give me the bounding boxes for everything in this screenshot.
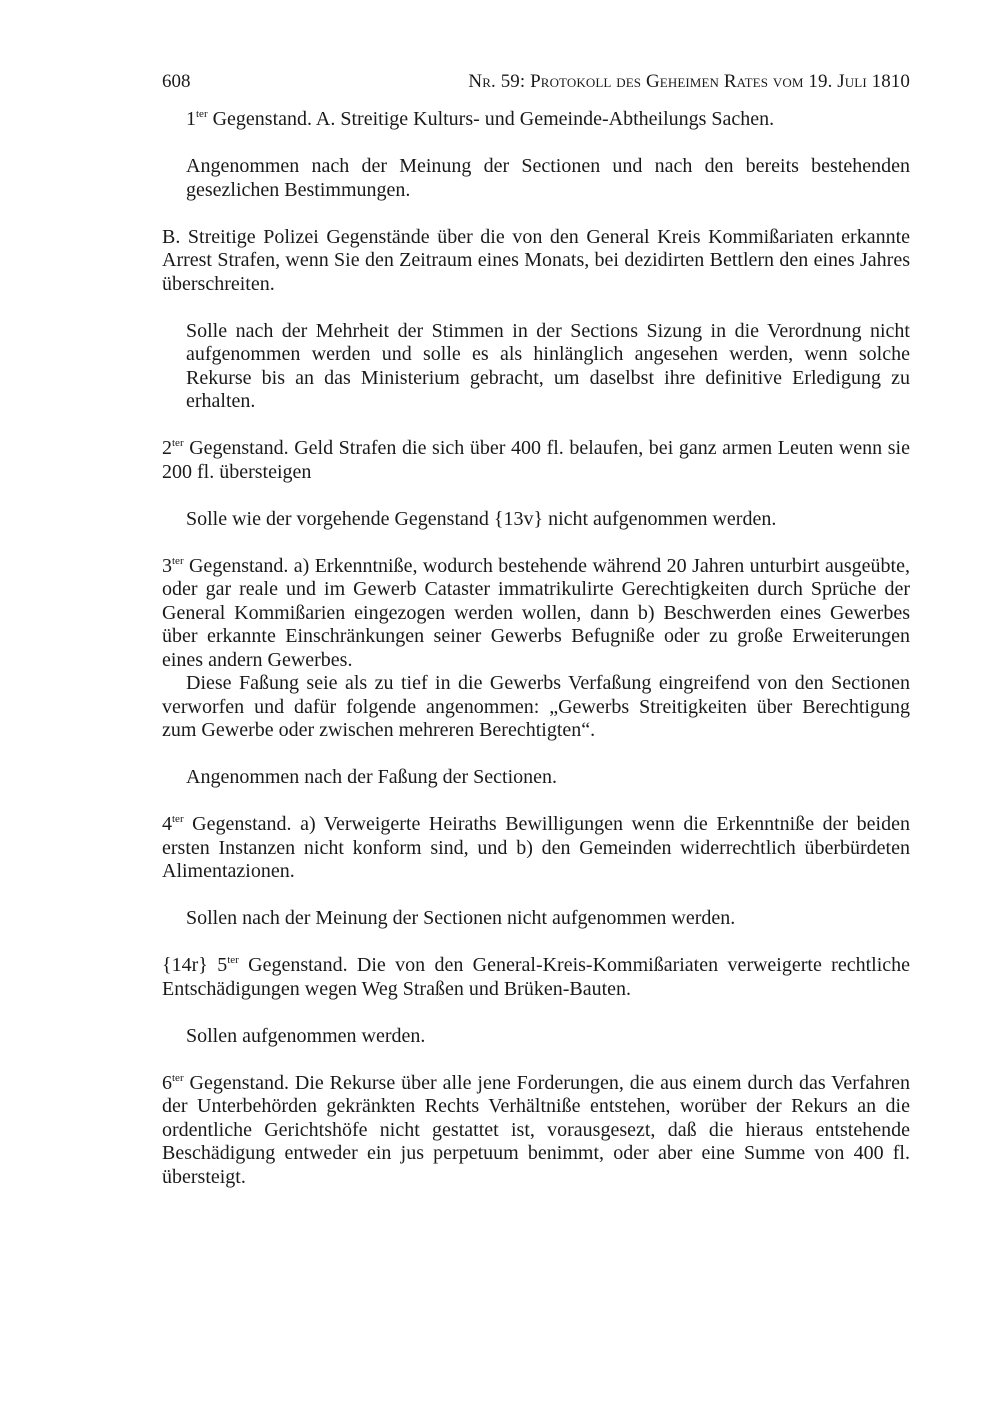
item-1-resolution: Angenommen nach der Meinung der Sectionen und nach den bereits bestehenden gesezlichen Bestimmungen. [186,155,910,201]
running-title: Nr. 59: Protokoll des Geheimen Rates vom 19. Juli 1810 [468,71,910,92]
item-4-heading: $4^{ter}$ Gegenstand. a) Verweigerte Heiraths Bewilligungen wenn die Erkenntniße der beiden ersten Instanzen nicht konform sind, und b) den Gemeinden widerrechtlich überbürdeten Alimentazionen. [162,813,910,882]
running-head [162,70,910,94]
item-1b-resolution: Solle nach der Mehrheit der Stimmen in der Sections Sizung in die Verordnung nicht aufgenommen werden und solle es als hinlänglich angesehen werden, wenn solche Rekurse bis an das Ministerium gebracht, um daselbst ihre definitive Erledigung zu erhalten. [186,319,910,412]
item-3-heading: $3^{ter}$ Gegenstand. a) Erkenntniße, wodurch bestehende während 20 Jahren unturbirt ausgeübte, oder gar reale und im Gewerb Cataster immatrikulirte Gerechtigkeiten durch Sprüche der General Kommißarien eingezogen werden wollen, dann b) Beschwerden eines Gewerbes über erkannte Einschränkungen seiner Gewerbs Befugniße oder zu große Erweiterungen eines andern Gewerbes. [162,554,910,671]
item-3-note: Diese Faßung seie als zu tief in die Gewerbs Verfaßung eingreifend von den Sectionen verworfen und dafür folgende angenommen: „Gewerbs Streitigkeiten über Berechtigung zum Gewerbe oder zwischen mehreren Berechtigten“. [162,672,910,741]
item-2-heading: $2^{ter}$ Gegenstand. Geld Strafen die sich über 400 fl. belaufen, bei ganz armen Leuten wenn sie 200 fl. übersteigen [162,437,910,483]
item-6-heading: $6^{ter}$ Gegenstand. Die Rekurse über alle jene Forderungen, die aus einem durch das Verfahren der Unterbehörden gekränkten Rechts Verhältniße entstehen, worüber der Rekurs an die ordentliche Gerichtshöfe nicht gestattet ist, vorausgesezt, daß die hieraus entstehende Beschädigung entweder ein jus perpetuum benimmt, oder aber eine Summe von 400 fl. übersteigt. [162,1071,910,1188]
item-2-resolution: Solle wie der vorgehende Gegenstand {13v} nicht aufgenommen werden. [186,507,777,530]
document-page [162,70,910,1213]
item-5-resolution: Sollen aufgenommen werden. [186,1024,426,1047]
item-1-heading: $1^{ter}$ Gegenstand. A. Streitige Kulturs- und Gemeinde-Abtheilungs Sachen. [186,108,775,130]
item-1b-heading: B. Streitige Polizei Gegenstände über die von den General Kreis Kommißariaten erkannte Arrest Strafen, wenn Sie den Zeitraum eines Monats, bei dezidirten Bettlern den eines Jahres überschreiten. [162,225,910,295]
item-4-resolution: Sollen nach der Meinung der Sectionen nicht aufgenommen werden. [186,907,736,929]
page-number: 608 [162,71,191,92]
item-5-heading: {14r} $5^{ter}$ Gegenstand. Die von den General-Kreis-Kommißariaten verweigerte rechtliche Entschädigungen wegen Weg Straßen und Brüken-Bauten. [162,954,911,1000]
item-3-resolution: Angenommen nach der Faßung der Sectionen. [186,766,558,788]
